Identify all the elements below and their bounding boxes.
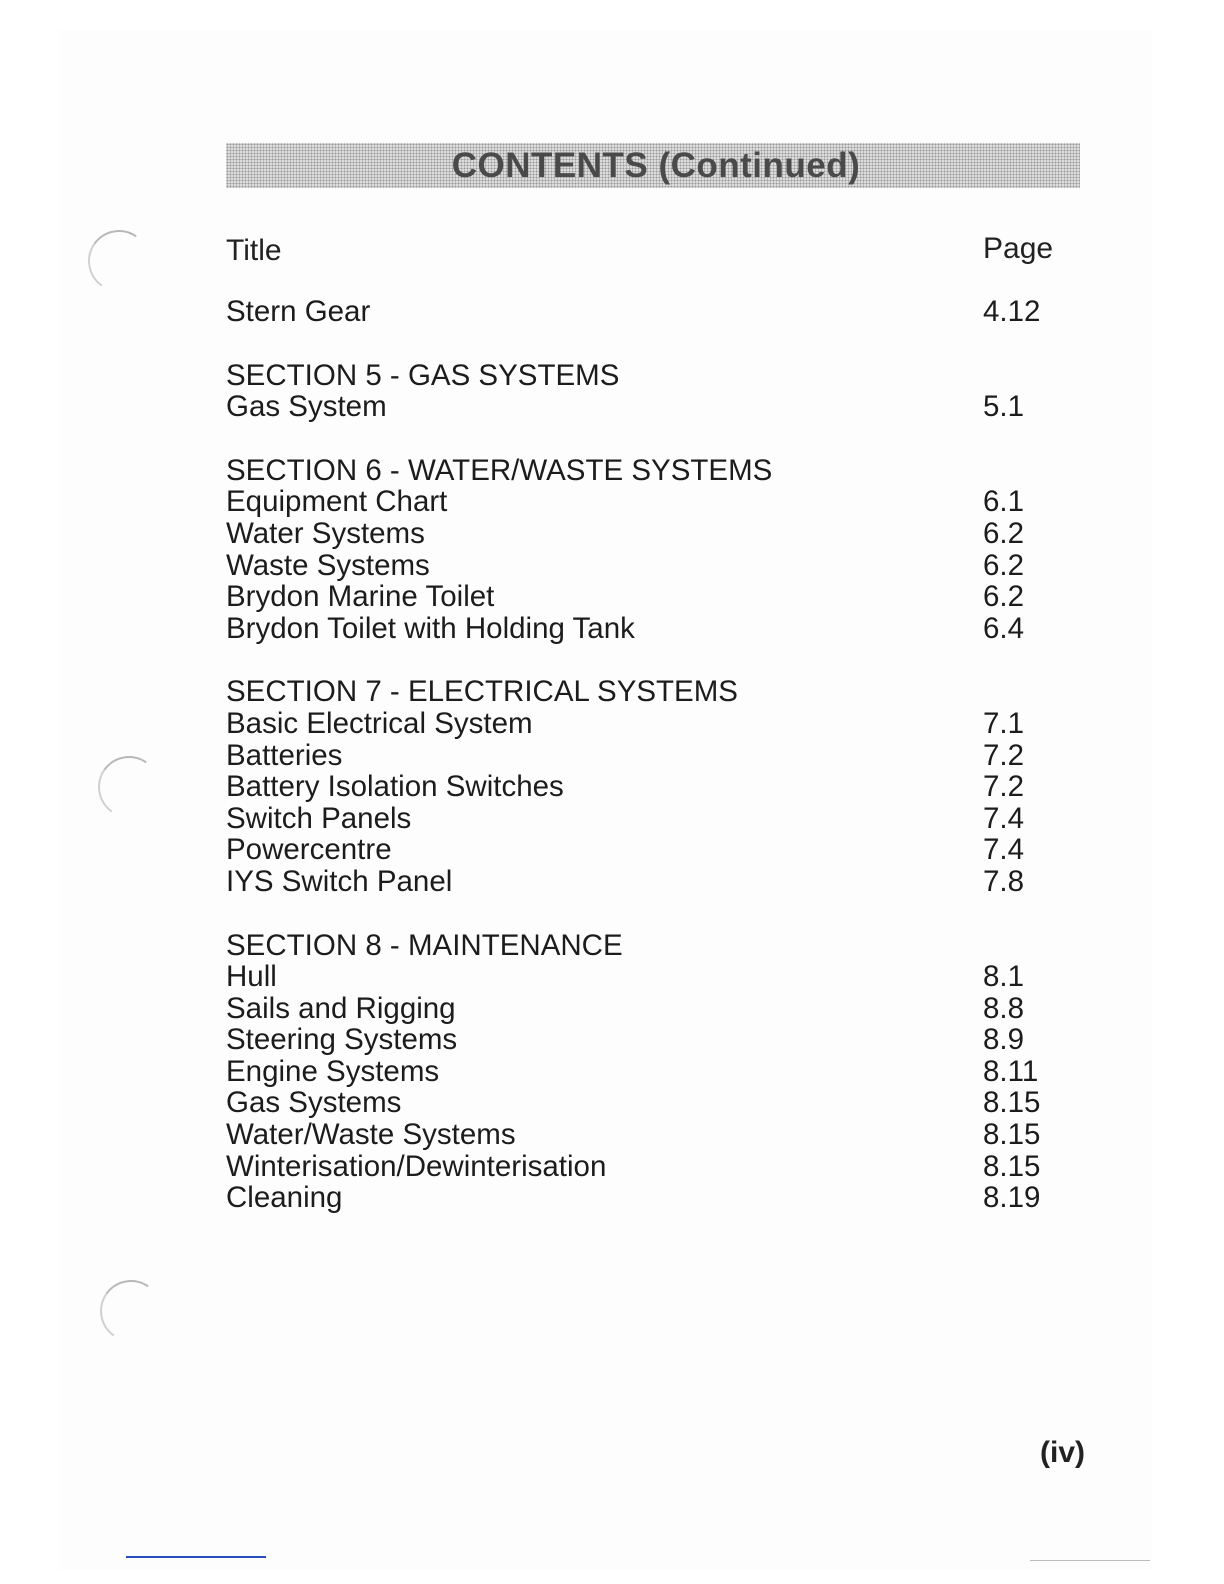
toc-entry: [226, 486, 1066, 518]
toc-group-top: [226, 296, 1066, 328]
entry-title: SECTION 6 - WATER/WASTE SYSTEMS: [226, 453, 773, 487]
entry-title: Battery Isolation Switches: [226, 770, 564, 804]
entry-page-number: 7.4: [983, 833, 1025, 867]
entry-title: Cleaning: [226, 1181, 343, 1215]
entry-page-number: 6.1: [983, 485, 1025, 519]
toc-entry: [226, 708, 1066, 740]
toc-entry: [226, 961, 1066, 993]
entry-title: Gas Systems: [226, 1086, 402, 1120]
entry-page-number: 7.2: [983, 770, 1025, 804]
entry-page-number: 6.2: [983, 516, 1025, 550]
entry-page-number: 7.4: [983, 801, 1025, 835]
toc-section: [226, 930, 1066, 1214]
entry-title: Water Systems: [226, 516, 425, 550]
toc-entry: [226, 581, 1066, 613]
column-label-page: Page: [983, 232, 1054, 265]
section-heading: [226, 455, 1066, 487]
table-of-contents: [226, 296, 1066, 1246]
entry-page-number: 8.15: [983, 1118, 1041, 1152]
section-heading: [226, 360, 1066, 392]
toc-entry: [226, 518, 1066, 550]
toc-section: [226, 360, 1066, 423]
toc-entry: [226, 1024, 1066, 1056]
entry-title: Steering Systems: [226, 1023, 458, 1057]
page-number: (iv): [1040, 1436, 1085, 1469]
entry-page-number: 8.9: [983, 1023, 1025, 1057]
entry-title: Batteries: [226, 738, 343, 772]
entry-page-number: 7.8: [983, 864, 1025, 898]
entry-title: Gas System: [226, 390, 387, 424]
entry-page-number: 6.2: [983, 580, 1025, 614]
entry-title: Brydon Toilet with Holding Tank: [226, 611, 635, 645]
toc-entry: [226, 771, 1066, 803]
entry-page-number: 6.4: [983, 611, 1025, 645]
entry-page-number: 4.12: [983, 295, 1041, 328]
entry-page-number: 6.2: [983, 548, 1025, 582]
toc-entry: [226, 1119, 1066, 1151]
entry-title: SECTION 5 - GAS SYSTEMS: [226, 358, 620, 392]
entry-title: SECTION 7 - ELECTRICAL SYSTEMS: [226, 675, 738, 709]
entry-title: Equipment Chart: [226, 485, 448, 519]
entry-title: Winterisation/Dewinterisation: [226, 1149, 607, 1183]
toc-entry: [226, 1151, 1066, 1183]
entry-page-number: 8.1: [983, 960, 1025, 994]
entry-page-number: 5.1: [983, 390, 1025, 424]
toc-entry: [226, 834, 1066, 866]
toc-entry: [226, 613, 1066, 645]
entry-page-number: 7.1: [983, 706, 1025, 740]
toc-entry: [226, 993, 1066, 1025]
divider: [1030, 1560, 1150, 1561]
section-heading: [226, 930, 1066, 962]
entry-title: Water/Waste Systems: [226, 1118, 516, 1152]
entry-title: Stern Gear: [226, 295, 371, 328]
toc-entry: [226, 740, 1066, 772]
toc-entry: [226, 296, 1066, 328]
entry-title: Engine Systems: [226, 1054, 440, 1088]
toc-entry: [226, 550, 1066, 582]
entry-page-number: 8.8: [983, 991, 1025, 1025]
entry-title: Waste Systems: [226, 548, 430, 582]
entry-title: Brydon Marine Toilet: [226, 580, 495, 614]
toc-entry: [226, 1182, 1066, 1214]
entry-title: IYS Switch Panel: [226, 864, 453, 898]
toc-section: [226, 455, 1066, 645]
column-label-title: Title: [226, 234, 282, 267]
entry-title: Powercentre: [226, 833, 392, 867]
page-title: CONTENTS (Continued): [451, 146, 861, 185]
entry-page-number: 8.19: [983, 1181, 1041, 1215]
entry-title: Hull: [226, 960, 277, 994]
scan-mark: [126, 1556, 266, 1558]
entry-page-number: 8.11: [983, 1054, 1039, 1088]
section-heading: [226, 676, 1066, 708]
toc-entry: [226, 391, 1066, 423]
entry-title: SECTION 8 - MAINTENANCE: [226, 928, 623, 962]
entry-page-number: 8.15: [983, 1086, 1041, 1120]
entry-page-number: 7.2: [983, 738, 1025, 772]
toc-entry: [226, 1056, 1066, 1088]
entry-title: Sails and Rigging: [226, 991, 456, 1025]
entry-title: Switch Panels: [226, 801, 412, 835]
toc-entry: [226, 1087, 1066, 1119]
toc-entry: [226, 866, 1066, 898]
toc-entry: [226, 803, 1066, 835]
entry-title: Basic Electrical System: [226, 706, 533, 740]
entry-page-number: 8.15: [983, 1149, 1041, 1183]
toc-section: [226, 676, 1066, 897]
